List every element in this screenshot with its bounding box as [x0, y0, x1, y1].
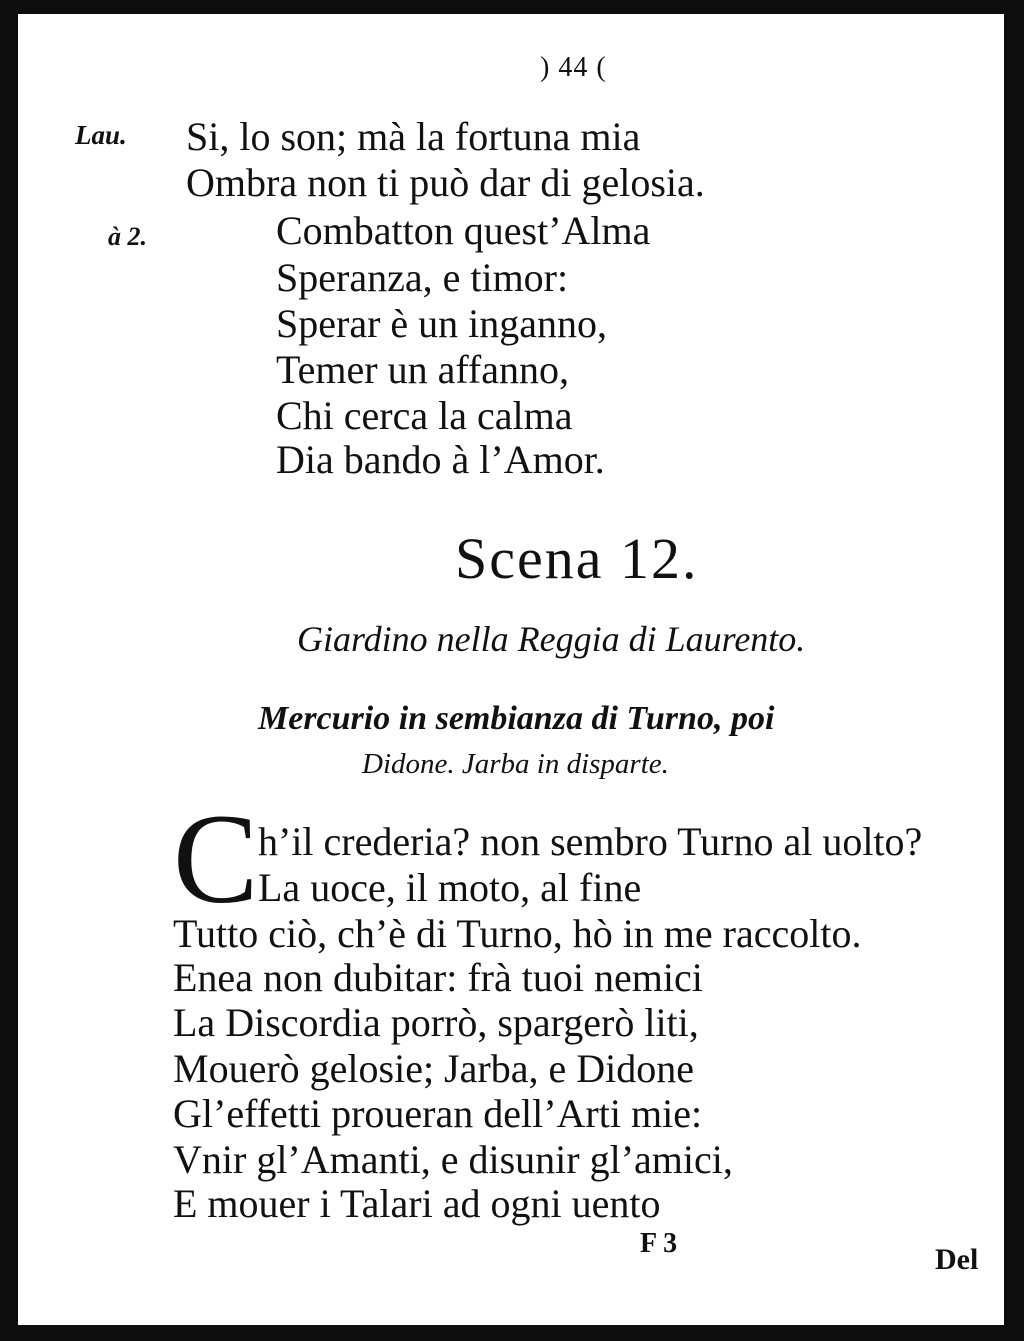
speaker-a-due: à 2.	[108, 222, 147, 251]
verse-line: Gl’effetti proueran dell’Arti mie:	[173, 1091, 703, 1136]
scan-border-bottom	[0, 1325, 1024, 1341]
verse-line: Tutto ciò, ch’è di Turno, hò in me raccolto.	[173, 911, 862, 956]
drop-cap: C	[173, 788, 259, 930]
signature-mark: F 3	[640, 1228, 678, 1259]
verse-line: h’il crederia? non sembro Turno al uolto?	[258, 819, 923, 864]
verse-line: La uoce, il moto, al fine	[258, 865, 642, 910]
verse-line: La Discordia porrò, spargerò liti,	[173, 1000, 699, 1045]
verse-line: Si, lo son; mà la fortuna mia	[186, 114, 641, 159]
scan-border-left	[0, 0, 18, 1341]
characters-line: Mercurio in sembianza di Turno, poi	[258, 700, 775, 737]
scene-setting: Giardino nella Reggia di Laurento.	[297, 619, 806, 659]
verse-line: Combatton quest’Alma	[276, 208, 651, 253]
verse-line: Mouerò gelosie; Jarba, e Didone	[173, 1046, 694, 1091]
verse-line: Chi cerca la calma	[276, 393, 573, 438]
verse-line: E mouer i Talari ad ogni uento	[173, 1181, 661, 1226]
scene-heading: Scena 12.	[455, 526, 699, 591]
verse-line: Enea non dubitar: frà tuoi nemici	[173, 955, 703, 1000]
verse-line: Sperar è un inganno,	[276, 301, 608, 346]
verse-line: Dia bando à l’Amor.	[276, 437, 605, 482]
scan-border-right	[1004, 0, 1024, 1341]
characters-line: Didone. Jarba in disparte.	[362, 748, 669, 780]
verse-line: Temer un affanno,	[276, 347, 570, 392]
speaker-lau: Lau.	[75, 120, 127, 150]
catchword: Del	[935, 1243, 979, 1276]
verse-line: Vnir gl’Amanti, e disunir gl’amici,	[173, 1137, 733, 1182]
page-number: ) 44 (	[540, 52, 607, 83]
verse-line: Ombra non ti può dar di gelosia.	[186, 160, 705, 205]
verse-line: Speranza, e timor:	[276, 255, 569, 300]
scan-border-top	[0, 0, 1024, 14]
